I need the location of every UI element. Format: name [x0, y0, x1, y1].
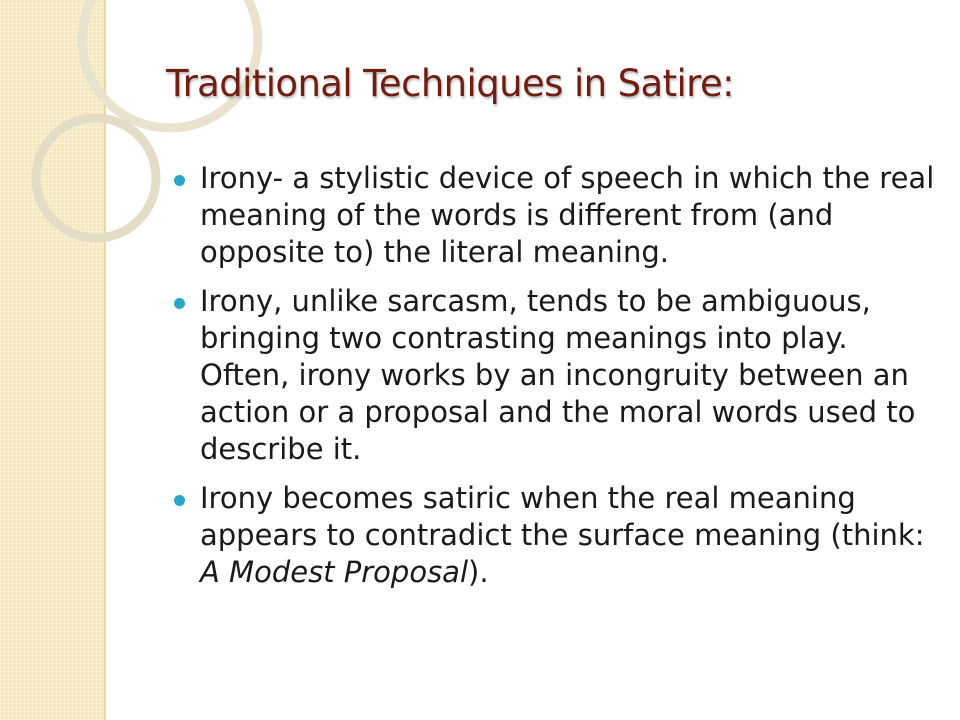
- bullet-item-satiric-irony: [172, 480, 942, 591]
- bullet-dot-icon: [174, 298, 185, 309]
- bullet-text: Irony, unlike sarcasm, tends to be ambiguous, bringing two contrasting meanings into play. Often, irony works by an incongruity between an action or a proposal and the moral words used to describe it.: [200, 284, 916, 466]
- bullet-dot-icon: [174, 495, 185, 506]
- bullet-item-irony-definition: [172, 160, 942, 271]
- bullet-text-before: Irony becomes satiric when the real meaning appears to contradict the surface meaning (think:: [200, 481, 925, 552]
- bullet-text: Irony- a stylistic device of speech in which the real meaning of the words is different from (and opposite to) the literal meaning.: [200, 161, 935, 269]
- decorative-side-panel: [0, 0, 106, 720]
- bullet-text-after: ).: [468, 555, 489, 589]
- slide-title: Traditional Techniques in Satire:: [166, 62, 735, 105]
- bullet-dot-icon: [174, 175, 185, 186]
- bullet-text: [200, 480, 942, 591]
- bullet-list: [172, 160, 942, 603]
- bullet-item-irony-vs-sarcasm: [172, 283, 942, 468]
- bullet-text-emphasis: A Modest Proposal: [200, 555, 469, 589]
